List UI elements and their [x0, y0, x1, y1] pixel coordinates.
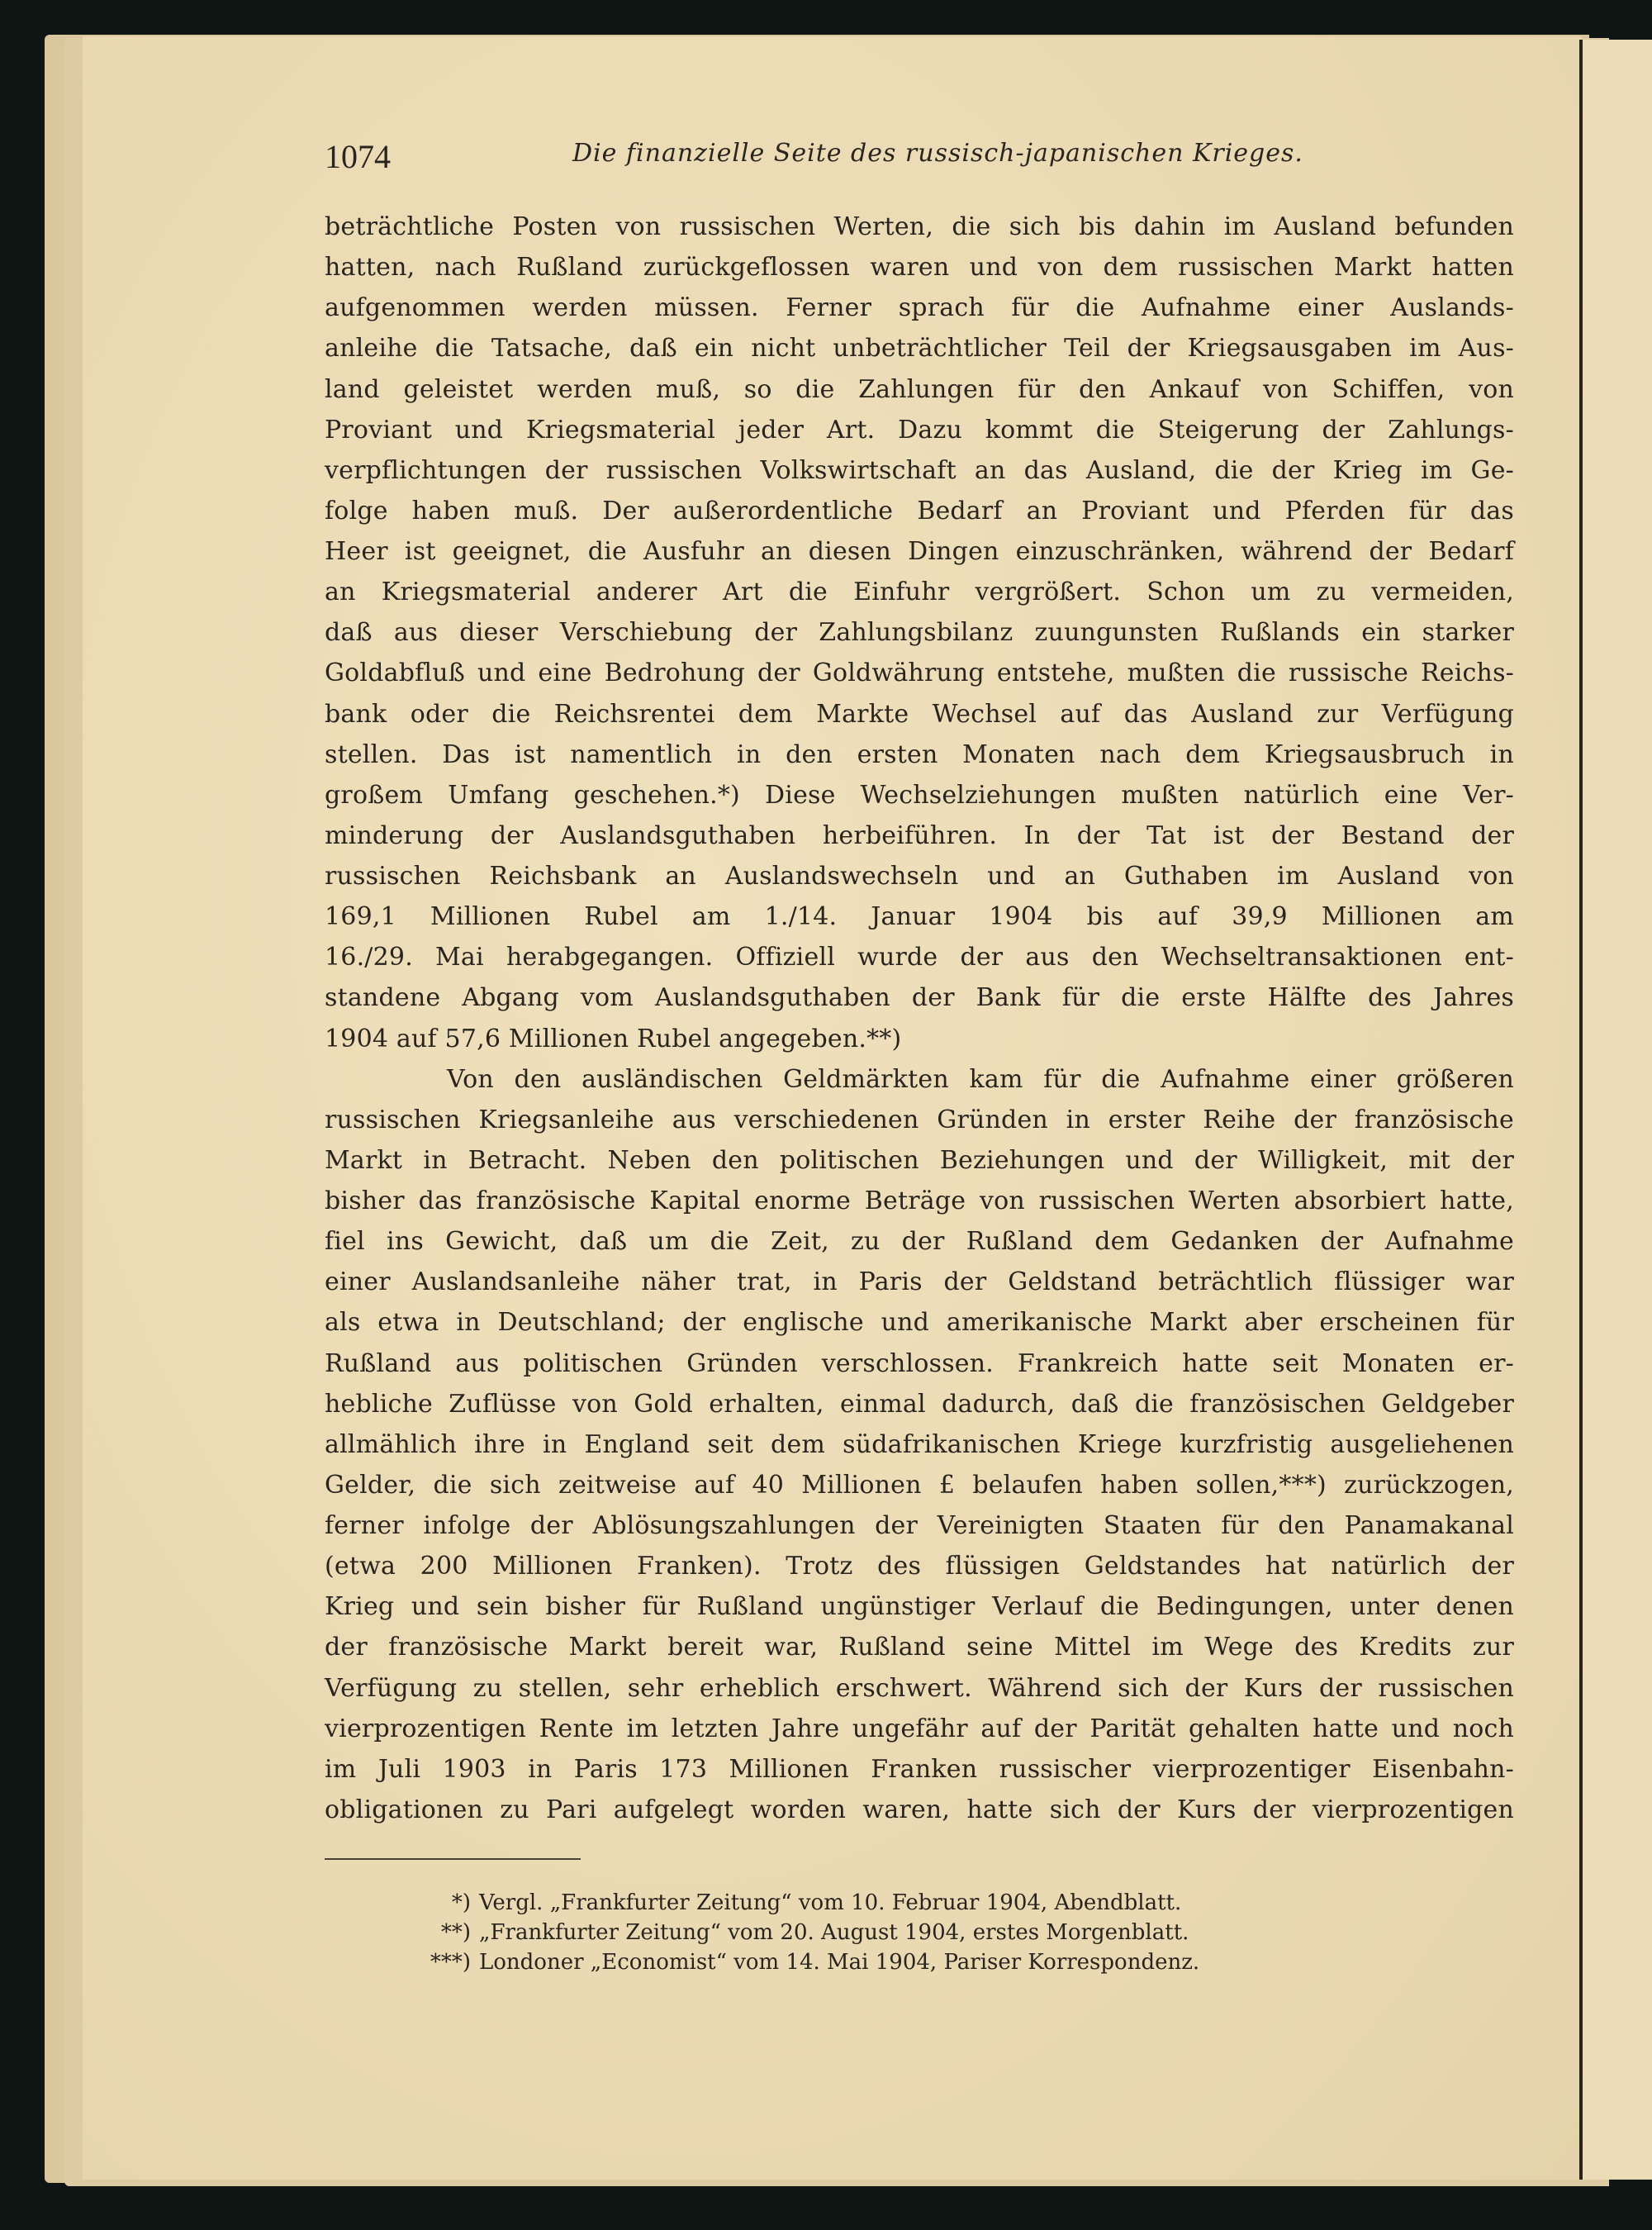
- text-line: Proviant und Kriegsmaterial jeder Art. Dazu kommt die Steigerung der Zahlungs-: [325, 415, 1514, 445]
- text-line: 169,1 Millionen Rubel am 1./14. Januar 1904 bis auf 39,9 Millionen am: [325, 902, 1514, 932]
- text-line: folge haben muß. Der außerordentliche Bedarf an Proviant und Pferden für das: [325, 496, 1514, 525]
- page-number: 1074: [325, 138, 391, 175]
- footnote: [405, 1918, 1396, 1947]
- footnote: [405, 1947, 1396, 1977]
- text-line: minderung der Auslandsguthaben herbeiführen. In der Tat ist der Bestand der: [325, 820, 1514, 850]
- text-line: hatten, nach Rußland zurückgeflossen waren und von dem russischen Markt hatten: [325, 253, 1514, 283]
- text-line: stellen. Das ist namentlich in den ersten Monaten nach dem Kriegsausbruch in: [325, 739, 1514, 769]
- running-header: [325, 132, 1518, 182]
- text-line: aufgenommen werden müssen. Ferner sprach für die Aufnahme einer Auslands-: [325, 293, 1514, 323]
- footnote-text: Londoner „Economist“ vom 14. Mai 1904, Pariser Korrespondenz.: [479, 1950, 1200, 1975]
- running-title: Die finanzielle Seite des russisch-japanischen Krieges.: [572, 139, 1303, 168]
- text-line: als etwa in Deutschland; der englische und amerikanische Markt aber erscheinen für: [325, 1308, 1514, 1338]
- text-line: anleihe die Tatsache, daß ein nicht unbeträchtlicher Teil der Kriegsausgaben im Aus-: [325, 334, 1514, 364]
- text-line: beträchtliche Posten von russischen Werten, die sich bis dahin im Ausland befunden: [325, 212, 1514, 241]
- text-line: hebliche Zuflüsse von Gold erhalten, einmal dadurch, daß die französischen Geldgeber: [325, 1389, 1514, 1419]
- footnote-mark: ***): [430, 1950, 471, 1975]
- text-line: fiel ins Gewicht, daß um die Zeit, zu der Rußland dem Gedanken der Aufnahme: [325, 1227, 1514, 1257]
- text-line: an Kriegsmaterial anderer Art die Einfuhr vergrößert. Schon um zu vermeiden,: [325, 578, 1514, 607]
- text-line: standene Abgang vom Auslandsguthaben der Bank für die erste Hälfte des Jahres: [325, 983, 1514, 1013]
- text-line: 1904 auf 57,6 Millionen Rubel angegeben.**): [325, 1024, 902, 1053]
- text-line: ferner infolge der Ablösungszahlungen der Vereinigten Staaten für den Panamakanal: [325, 1511, 1514, 1540]
- text-line: einer Auslandsanleihe näher trat, in Paris der Geldstand beträchtlich flüssiger war: [325, 1267, 1514, 1297]
- text-line: Goldabfluß und eine Bedrohung der Goldwährung entstehe, mußten die russische Reichs-: [325, 659, 1514, 688]
- text-line: im Juli 1903 in Paris 173 Millionen Franken russischer vierprozentiger Eisenbahn-: [325, 1754, 1514, 1784]
- text-line: russischen Reichsbank an Auslandswechseln und an Guthaben im Ausland von: [325, 862, 1514, 891]
- text-line: vierprozentigen Rente im letzten Jahre ungefähr auf der Parität gehalten hatte und noch: [325, 1714, 1514, 1743]
- text-line: der französische Markt bereit war, Rußland seine Mittel im Wege des Kredits zur: [325, 1633, 1514, 1662]
- text-line: Markt in Betracht. Neben den politischen Beziehungen und der Willigkeit, mit der: [325, 1145, 1514, 1175]
- text-line: Heer ist geeignet, die Ausfuhr an diesen Dingen einzuschränken, während der Bedarf: [325, 537, 1514, 566]
- text-line: (etwa 200 Millionen Franken). Trotz des flüssigen Geldstandes hat natürlich der: [325, 1552, 1514, 1581]
- text-line: Verfügung zu stellen, sehr erheblich erschwert. Während sich der Kurs der russischen: [325, 1673, 1514, 1703]
- text-line: Gelder, die sich zeitweise auf 40 Millionen £ belaufen haben sollen,***) zurückzogen,: [325, 1470, 1514, 1500]
- body-text: [325, 207, 1514, 1830]
- text-line: russischen Kriegsanleihe aus verschiedenen Gründen in erster Reihe der französische: [325, 1105, 1514, 1134]
- text-line: Rußland aus politischen Gründen verschlossen. Frankreich hatte seit Monaten er-: [325, 1348, 1514, 1378]
- text-line: 16./29. Mai herabgegangen. Offiziell wurde der aus den Wechseltransaktionen ent-: [325, 943, 1514, 972]
- text-line: großem Umfang geschehen.*) Diese Wechselziehungen mußten natürlich eine Ver-: [325, 780, 1514, 810]
- footnote-rule: [325, 1858, 581, 1860]
- text-line: obligationen zu Pari aufgelegt worden waren, hatte sich der Kurs der vierprozentigen: [325, 1795, 1514, 1824]
- text-line: bank oder die Reichsrentei dem Markte Wechsel auf das Ausland zur Verfügung: [325, 699, 1514, 729]
- footnote-text: Vergl. „Frankfurter Zeitung“ vom 10. Februar 1904, Abendblatt.: [479, 1890, 1182, 1915]
- footnote: [405, 1888, 1396, 1918]
- text-line: Von den ausländischen Geldmärkten kam für die Aufnahme einer größeren: [447, 1064, 1514, 1094]
- text-line: allmählich ihre in England seit dem südafrikanischen Kriege kurzfristig ausgeliehenen: [325, 1429, 1514, 1459]
- text-line: Krieg und sein bisher für Rußland ungünstiger Verlauf die Bedingungen, unter denen: [325, 1592, 1514, 1622]
- footnotes: [405, 1888, 1396, 1977]
- text-line: daß aus dieser Verschiebung der Zahlungsbilanz zuungunsten Rußlands ein starker: [325, 618, 1514, 648]
- footnote-text: „Frankfurter Zeitung“ vom 20. August 1904, erstes Morgenblatt.: [479, 1920, 1189, 1945]
- footnote-mark: *): [451, 1890, 471, 1915]
- text-line: land geleistet werden muß, so die Zahlungen für den Ankauf von Schiffen, von: [325, 374, 1514, 404]
- footnote-mark: **): [440, 1920, 471, 1945]
- facing-page-edge: [1583, 40, 1652, 2180]
- text-line: verpflichtungen der russischen Volkswirtschaft an das Ausland, die der Krieg im Ge-: [325, 455, 1514, 485]
- text-line: bisher das französische Kapital enorme Beträge von russischen Werten absorbiert hatte,: [325, 1186, 1514, 1215]
